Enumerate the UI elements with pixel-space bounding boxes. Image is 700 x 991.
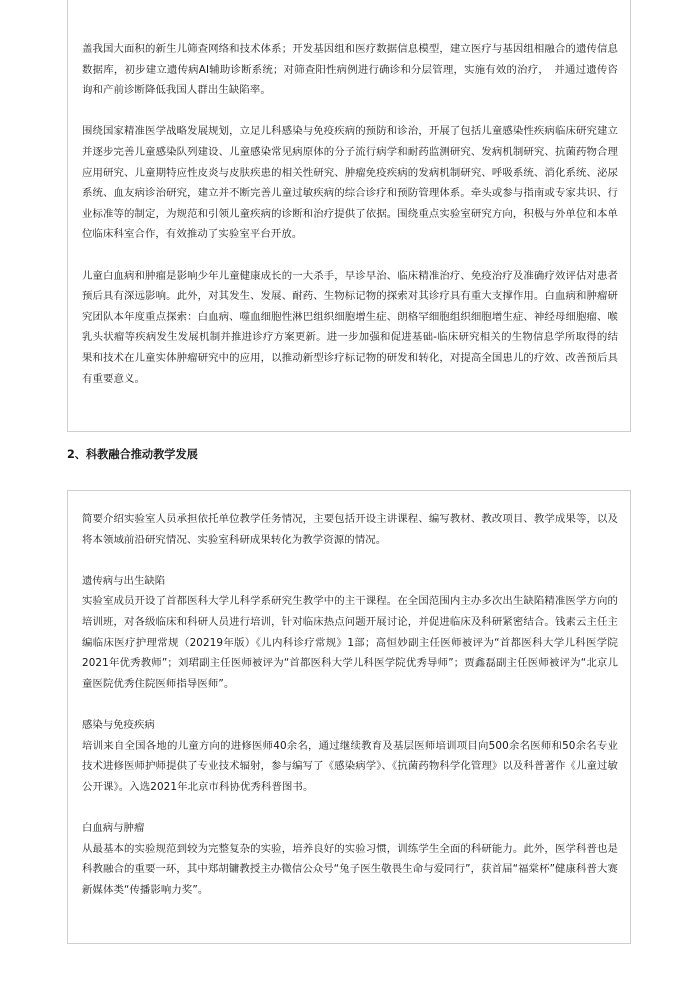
research-summary-box — [67, 0, 631, 432]
block-title-leukemia: 白血病与肿瘤 — [82, 821, 145, 834]
teaching-summary-box — [67, 490, 631, 944]
block-text-genetic: 实验室成员开设了首都医科大学儿科学系研究生教学中的主干课程。在全国范围内主办多次出生缺陷精准医学方向的培训班，对各级临床和科研人员进行培训，针对临床热点问题开展讨论，并促进临床及科研紧密结合。钱素云主任主编临床医疗护理常规（20219年版）《儿内科诊疗常规》1部；高恒妙副主任医师被评为“首都医科大学儿科医学院2021年优秀教师”；刘珺副主任医师被评为“首都医科大学儿科医学院优秀导师”；贾鑫磊副主任医师被评为“北京儿童医院优秀住院医师指导医师”。 — [82, 595, 618, 690]
section-heading-teaching: 2、科教融合推动教学发展 — [67, 448, 198, 461]
leukemia-tumor-paragraph: 儿童白血病和肿瘤是影响少年儿童健康成长的一大杀手，早诊早治、临床精准治疗、免疫治疗及准确疗效评估对患者预后具有深远影响。此外，对其发生、发展、耐药、生物标记物的探索对其诊疗具有重大支撑作用。白血病和肿瘤研究团队本年度重点探索：白血病、噬血细胞性淋巴组织细胞增生症、朗格罕细胞组织细胞增生症、神经母细胞瘤、喉乳头状瘤等疾病发生发展机制并推进诊疗方案更新。进一步加强和促进基础-临床研究相关的生物信息学所取得的结果和技术在儿童实体肿瘤研究中的应用，以推动新型诊疗标记物的研发和转化，对提高全国患儿的疗效、改善预后具有重要意义。 — [82, 269, 618, 385]
infection-immunity-paragraph: 围绕国家精准医学战略发展规划，立足儿科感染与免疫疾病的预防和诊治，开展了包括儿童感染性疾病临床研究建立并逐步完善儿童感染队列建设、儿童感染常见病原体的分子流行病学和耐药监测研究、发病机制研究、抗菌药物合理应用研究、儿童期特应性皮炎与皮肤疾患的相关性研究、肿瘤免疫疾病的发病机制研究、呼吸系统、消化系统、泌尿系统、血友病诊治研究，建立并不断完善儿童过敏疾病的综合诊疗和预防管理体系。牵头或参与指南或专家共识、行业标准等的制定，为规范和引领儿童疾病的诊断和治疗提供了依据。围绕重点实验室研究方向，积极与外单位和本单位临床科室合作，有效推动了实验室平台开放。 — [82, 125, 618, 241]
teaching-intro-paragraph: 简要介绍实验室人员承担依托单位教学任务情况，主要包括开设主讲课程、编写教材、教改项目、教学成果等，以及将本领域前沿研究情况、实验室科研成果转化为教学资源的情况。 — [82, 513, 618, 546]
block-title-genetic: 遗传病与出生缺陷 — [82, 574, 166, 587]
genetic-disease-paragraph: 盖我国大面积的新生儿筛查网络和技术体系；开发基因组和医疗数据信息模型，建立医疗与基因组相融合的遗传信息数据库，初步建立遗传病AI辅助诊断系统；对筛查阳性病例进行确诊和分层管理，实施有效的治疗， 并通过遗传咨询和产前诊断降低我国人群出生缺陷率。 — [82, 43, 618, 97]
block-title-infection: 感染与免疫疾病 — [82, 718, 155, 731]
block-text-infection: 培训来自全国各地的儿童方向的进修医师40余名，通过继续教育及基层医师培训项目向500余名医师和50余名专业技术进修医师护师提供了专业技术辐射，参与编写了《感染病学》、《抗菌药物科学化管理》以及科普著作《儿童过敏公开课》。入选2021年北京市科协优秀科普图书。 — [82, 739, 618, 793]
block-text-leukemia: 从最基本的实验规范到较为完整复杂的实验，培养良好的实验习惯，训练学生全面的科研能力。此外，医学科普也是科教融合的重要一环，其中郑胡镛教授主办微信公众号“兔子医生敬畏生命与爱同行”，获首届“福棠杯”健康科普大赛新媒体类“传播影响力奖”。 — [82, 842, 618, 896]
